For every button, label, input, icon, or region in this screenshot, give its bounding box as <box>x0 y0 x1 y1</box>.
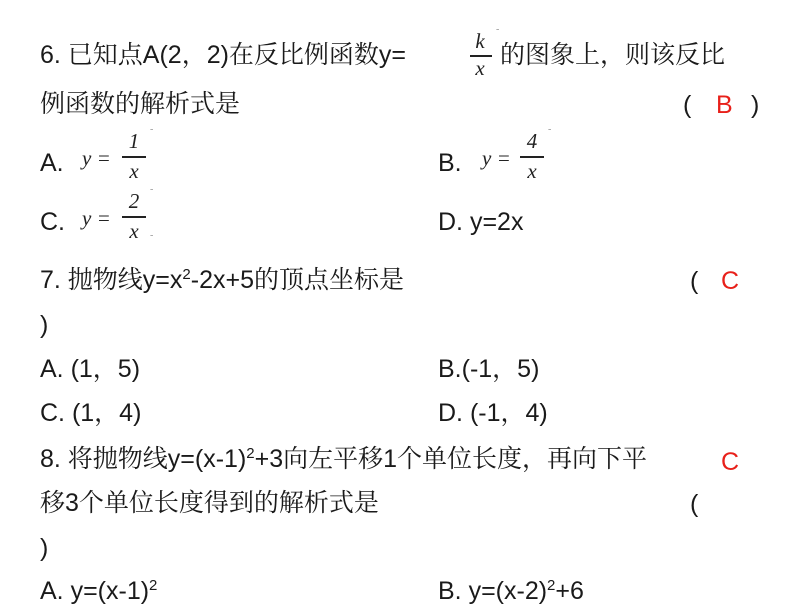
fraction-handle-mark: - <box>150 230 154 241</box>
q8-answer: C <box>721 448 740 476</box>
q6-option-a-frac-bar <box>122 156 146 158</box>
q6-paren-open: ( <box>683 91 692 119</box>
q6-option-a-numerator: 1 <box>128 129 140 153</box>
q8-stem-line1-pre: 8. 将抛物线y=(x-1) <box>40 445 247 473</box>
fraction-handle-mark: - <box>548 124 552 135</box>
q6-option-c-denominator: x <box>129 219 139 243</box>
q7-stem-post: -2x+5的顶点坐标是 <box>190 266 404 294</box>
q6-option-a-label: A. <box>40 149 64 177</box>
q6-stem-frac-denominator: x <box>475 56 485 80</box>
q6-option-a-denominator: x <box>129 159 139 183</box>
fraction-handle-mark: - <box>150 124 154 135</box>
q8-paren-open: ( <box>690 490 699 518</box>
q8-option-b <box>438 576 584 610</box>
q7-stem-pre: 7. 抛物线y=x <box>40 266 183 294</box>
q6-option-b-frac-bar <box>520 156 544 158</box>
q8-stem-line2: 移3个单位长度得到的解析式是 <box>40 489 379 517</box>
q7-option-a: A. (1，5) <box>40 355 141 383</box>
q8-paren-close: ) <box>40 534 49 562</box>
q6-option-b-numerator: 4 <box>526 129 538 153</box>
q6-option-c-formula <box>80 184 160 246</box>
q8-stem-line1 <box>40 444 647 478</box>
q7-stem-sup: 2 <box>182 266 191 283</box>
q7-option-c: C. (1，4) <box>40 399 142 427</box>
q7-option-d: D. (-1，4) <box>438 399 548 427</box>
q8-option-b-pre: B. y=(x-2) <box>438 577 548 605</box>
q6-option-b-formula <box>480 124 560 186</box>
q6-option-c-numerator: 2 <box>128 189 140 213</box>
q7-option-b: B.(-1，5) <box>438 355 540 383</box>
q8-option-a-sup: 2 <box>149 577 158 594</box>
q7-paren-close: ) <box>40 311 49 339</box>
q6-option-a-formula <box>80 124 160 186</box>
q8-option-a <box>40 576 157 610</box>
q6-option-b-lhs: y = <box>482 146 511 170</box>
q7-answer: C <box>721 267 740 295</box>
q6-option-a-lhs: y = <box>82 146 111 170</box>
q6-stem-line1-post: 的图象上，则该反比 <box>500 41 726 69</box>
q8-option-b-sup: 2 <box>547 577 556 594</box>
q8-option-a-pre: A. y=(x-1) <box>40 577 150 605</box>
q6-option-c-lhs: y = <box>82 206 111 230</box>
q6-option-c-frac-bar <box>122 216 146 218</box>
q6-stem-line1-pre: 6. 已知点A(2，2)在反比例函数y= <box>40 41 407 69</box>
q8-stem-line1-post: +3向左平移1个单位长度，再向下平 <box>254 445 648 473</box>
q8-option-b-post: +6 <box>555 577 584 605</box>
q6-stem-line2: 例函数的解析式是 <box>40 90 241 118</box>
q6-stem-frac-numerator: k <box>475 29 485 53</box>
q6-option-d: D. y=2x <box>438 208 524 236</box>
q6-answer: B <box>716 91 733 119</box>
q8-stem-line1-sup: 2 <box>246 445 255 462</box>
q7-stem <box>40 265 404 299</box>
q6-paren-close: ) <box>751 91 760 119</box>
fraction-handle-mark: - <box>496 24 500 35</box>
q7-paren-open: ( <box>690 267 699 295</box>
q6-option-c-label: C. <box>40 208 65 236</box>
q6-option-b-denominator: x <box>527 159 537 183</box>
q6-option-b-label: B. <box>438 149 462 177</box>
fraction-handle-mark: - <box>150 184 154 195</box>
